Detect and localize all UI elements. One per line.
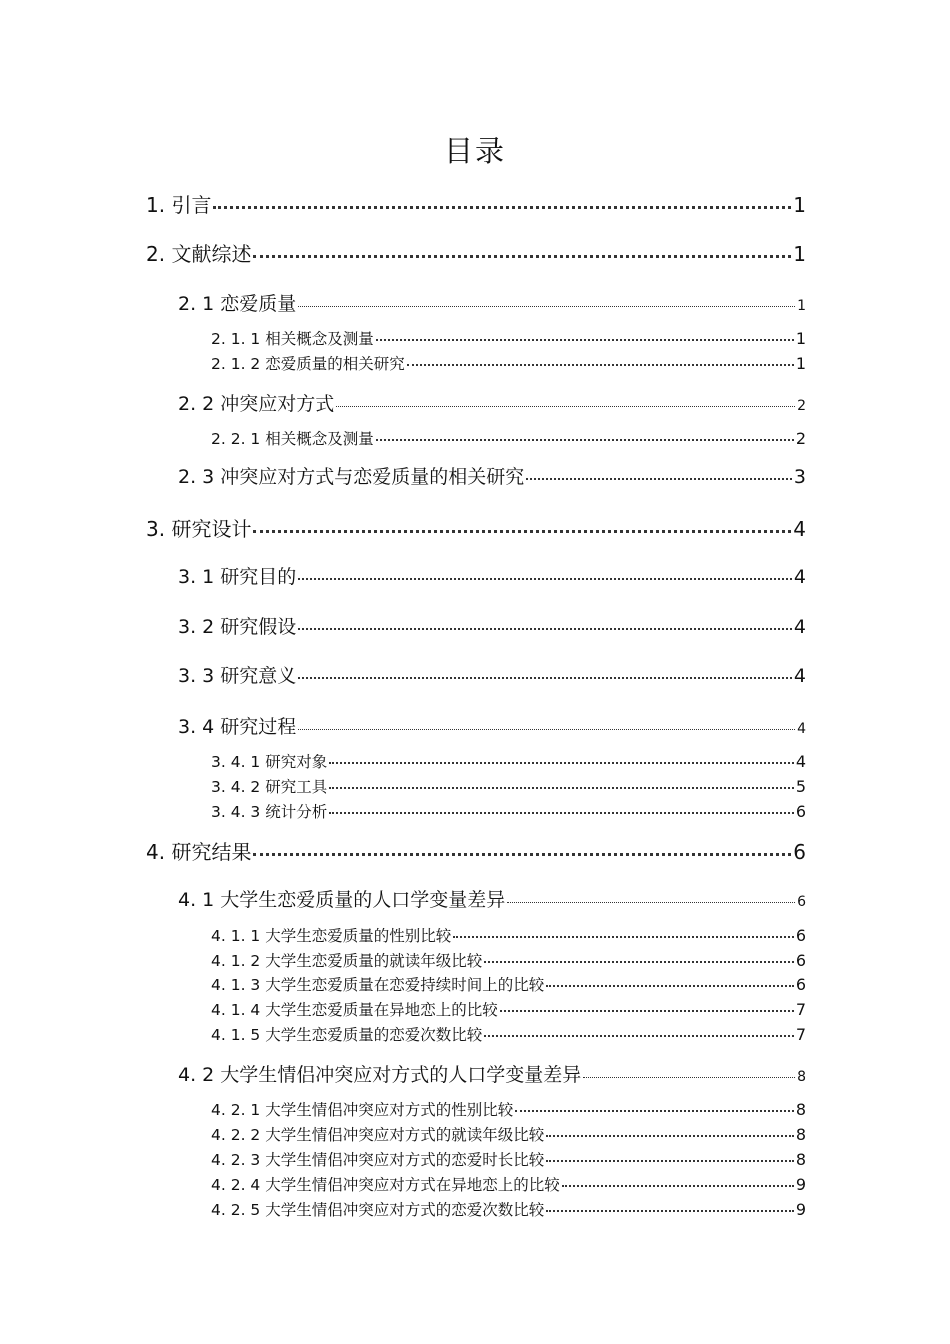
toc-entry[interactable] <box>178 389 806 416</box>
toc-entry[interactable] <box>178 661 806 688</box>
toc-label: 4. 1. 1 大学生恋爱质量的性别比较 <box>211 927 452 945</box>
toc-page-number: 1 <box>793 242 806 266</box>
toc-leader <box>213 206 791 209</box>
toc-entry[interactable] <box>211 800 806 822</box>
toc-entry[interactable] <box>178 712 806 739</box>
toc-page-number: 2 <box>795 429 806 448</box>
toc-label: 3. 3 研究意义 <box>178 665 297 687</box>
toc-entry[interactable] <box>211 775 806 797</box>
toc-label: 4. 2. 1 大学生情侣冲突应对方式的性别比较 <box>211 1101 514 1119</box>
toc-entry[interactable] <box>211 1098 806 1120</box>
toc-entry[interactable] <box>211 750 806 772</box>
toc-label: 4. 1. 2 大学生恋爱质量的就读年级比较 <box>211 952 483 970</box>
toc-page-number: 8 <box>795 1150 806 1169</box>
toc-entry[interactable] <box>211 1123 806 1145</box>
toc-label: 4. 1. 3 大学生恋爱质量在恋爱持续时间上的比较 <box>211 976 545 994</box>
toc-leader <box>453 936 794 938</box>
toc-leader <box>562 1185 794 1187</box>
toc-label: 3. 研究设计 <box>146 517 252 541</box>
toc-page-number: 8 <box>795 1125 806 1144</box>
toc-entry[interactable] <box>211 327 806 349</box>
toc-label: 4. 1 大学生恋爱质量的人口学变量差异 <box>178 889 506 911</box>
toc-entry[interactable] <box>211 998 806 1020</box>
toc-page-number: 6 <box>797 894 806 910</box>
toc-entry[interactable] <box>211 1173 806 1195</box>
toc-leader <box>507 902 795 903</box>
toc-entry[interactable] <box>178 612 806 639</box>
toc-leader <box>500 1010 794 1012</box>
toc-page-number: 8 <box>797 1069 806 1085</box>
toc-entry[interactable] <box>211 352 806 374</box>
toc-page-number: 4 <box>793 517 806 541</box>
toc-page-number: 3 <box>793 466 806 488</box>
toc-page-number: 2 <box>797 398 806 414</box>
toc-page-number: 9 <box>795 1175 806 1194</box>
toc-page-number: 1 <box>795 354 806 373</box>
toc-page-number: 4 <box>793 616 806 638</box>
toc-leader <box>546 1135 794 1137</box>
toc-label: 4. 研究结果 <box>146 840 252 864</box>
toc-label: 2. 1. 1 相关概念及测量 <box>211 330 374 348</box>
toc-page-number: 8 <box>795 1100 806 1119</box>
toc-entry[interactable] <box>211 949 806 971</box>
toc-label: 4. 1. 4 大学生恋爱质量在异地恋上的比较 <box>211 1001 498 1019</box>
toc-label: 4. 2. 3 大学生情侣冲突应对方式的恋爱时长比较 <box>211 1151 545 1169</box>
toc-leader <box>253 853 791 856</box>
toc-leader <box>253 255 791 258</box>
toc-entry[interactable] <box>211 427 806 449</box>
toc-page-number: 1 <box>797 298 806 314</box>
toc-page-number: 1 <box>793 193 806 217</box>
toc-label: 3. 4. 1 研究对象 <box>211 753 328 771</box>
toc-page-number: 7 <box>795 1000 806 1019</box>
toc-leader <box>253 530 791 533</box>
toc-leader <box>298 677 792 679</box>
toc-label: 4. 1. 5 大学生恋爱质量的恋爱次数比较 <box>211 1026 483 1044</box>
toc-label: 2. 1. 2 恋爱质量的相关研究 <box>211 355 405 373</box>
toc-leader <box>484 1035 794 1037</box>
toc-page-number: 1 <box>795 329 806 348</box>
toc-label: 2. 文献综述 <box>146 242 252 266</box>
toc-leader <box>376 339 794 341</box>
toc-entry[interactable] <box>211 1198 806 1220</box>
toc-label: 2. 2 冲突应对方式 <box>178 393 335 415</box>
toc-leader <box>484 961 794 963</box>
toc-page-number: 6 <box>795 975 806 994</box>
toc-label: 3. 4. 2 研究工具 <box>211 778 328 796</box>
toc-leader <box>298 729 795 730</box>
toc-leader <box>376 439 794 441</box>
toc-entry[interactable] <box>178 562 806 589</box>
toc-label: 2. 3 冲突应对方式与恋爱质量的相关研究 <box>178 466 525 488</box>
toc-label: 3. 4. 3 统计分析 <box>211 803 328 821</box>
toc-leader <box>329 812 794 814</box>
toc-leader <box>298 578 792 580</box>
toc-leader <box>336 406 795 407</box>
toc-leader <box>546 1210 794 1212</box>
toc-leader <box>546 985 794 987</box>
toc-entry[interactable] <box>178 885 806 912</box>
toc-entry[interactable] <box>178 1060 806 1087</box>
toc-entry[interactable] <box>178 462 806 489</box>
toc-page-number: 6 <box>793 840 806 864</box>
toc-label: 4. 2. 5 大学生情侣冲突应对方式的恋爱次数比较 <box>211 1201 545 1219</box>
toc-label: 4. 2. 4 大学生情侣冲突应对方式在异地恋上的比较 <box>211 1176 560 1194</box>
toc-page-number: 4 <box>793 566 806 588</box>
toc-leader <box>526 478 792 480</box>
toc-entry[interactable] <box>146 238 806 267</box>
toc-page-number: 9 <box>795 1200 806 1219</box>
toc-leader <box>546 1160 794 1162</box>
toc-entry[interactable] <box>211 1023 806 1045</box>
toc-entry[interactable] <box>211 924 806 946</box>
toc-entry[interactable] <box>146 513 806 542</box>
toc-page-number: 5 <box>795 777 806 796</box>
toc-page-number: 4 <box>795 752 806 771</box>
toc-label: 2. 1 恋爱质量 <box>178 293 297 315</box>
toc-leader <box>298 306 795 307</box>
toc-entry[interactable] <box>178 289 806 316</box>
toc-label: 3. 1 研究目的 <box>178 566 297 588</box>
toc-entry[interactable] <box>211 973 806 995</box>
toc-leader <box>515 1110 794 1112</box>
toc-label: 4. 2. 2 大学生情侣冲突应对方式的就读年级比较 <box>211 1126 545 1144</box>
toc-label: 1. 引言 <box>146 193 212 217</box>
toc-leader <box>329 787 794 789</box>
toc-entry[interactable] <box>211 1148 806 1170</box>
toc-page-number: 4 <box>797 721 806 737</box>
toc-leader <box>407 364 794 366</box>
toc-page-number: 6 <box>795 802 806 821</box>
page-title: 目录 <box>443 134 506 168</box>
toc-label: 3. 4 研究过程 <box>178 716 297 738</box>
toc-leader <box>583 1077 795 1078</box>
toc-page-number: 7 <box>795 1025 806 1044</box>
toc-leader <box>298 628 792 630</box>
toc-label: 3. 2 研究假设 <box>178 616 297 638</box>
toc-entry[interactable] <box>146 189 806 218</box>
toc-page-number: 4 <box>793 665 806 687</box>
toc-entry[interactable] <box>146 836 806 865</box>
toc-label: 2. 2. 1 相关概念及测量 <box>211 430 374 448</box>
toc-page-number: 6 <box>795 926 806 945</box>
toc-leader <box>329 762 794 764</box>
toc-page-number: 6 <box>795 951 806 970</box>
toc-label: 4. 2 大学生情侣冲突应对方式的人口学变量差异 <box>178 1064 582 1086</box>
